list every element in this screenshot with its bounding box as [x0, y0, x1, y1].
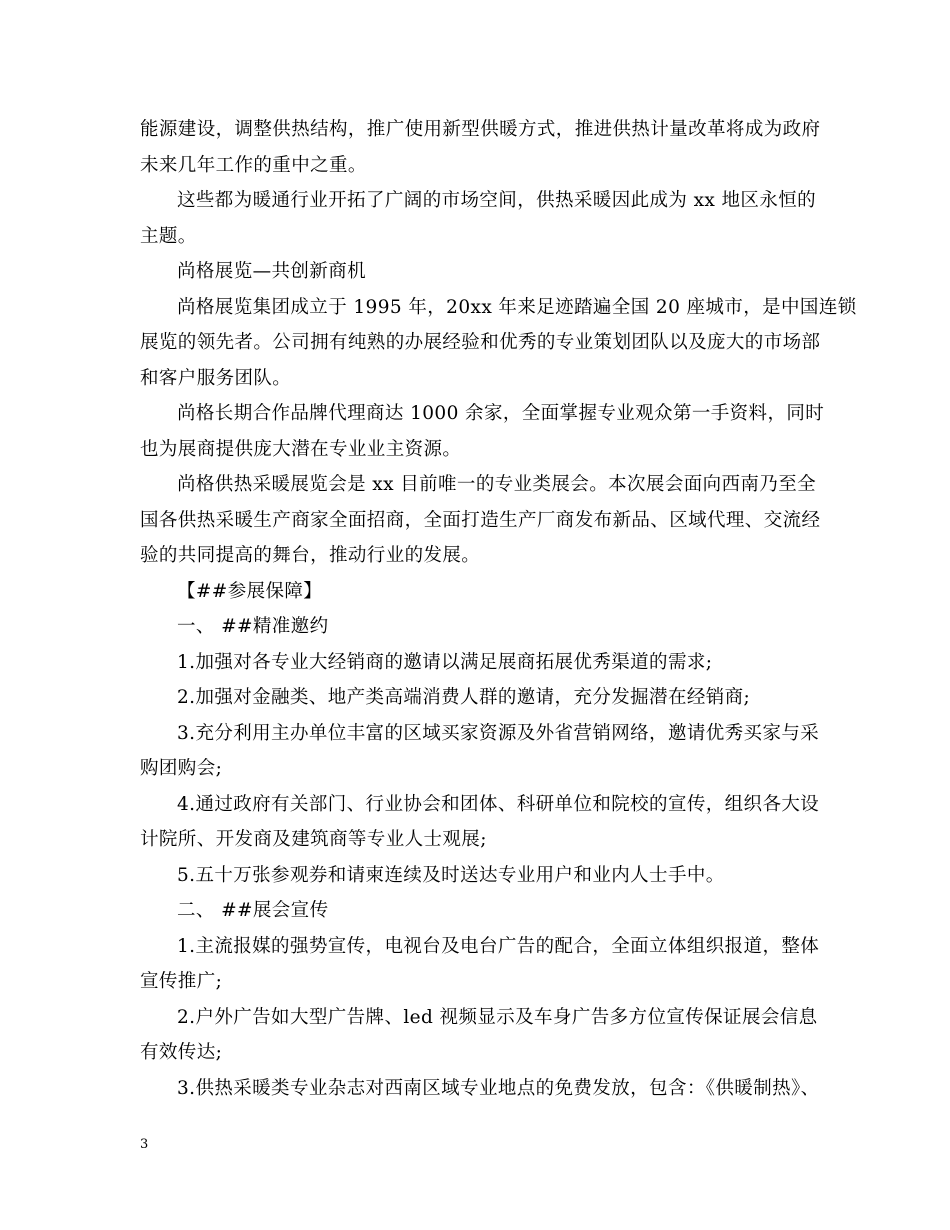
list-item: 1.加强对各专业大经销商的邀请以满足展商拓展优秀渠道的需求; — [177, 652, 713, 673]
list-item-continuation: 有效传达; — [140, 1042, 223, 1063]
list-item-continuation: 宣传推广; — [140, 971, 223, 992]
body-text-line: 国各供热采暖生产商家全面招商，全面打造生产厂商发布新品、区域代理、交流经 — [140, 510, 821, 531]
body-text-line: 这些都为暖通行业开拓了广阔的市场空间，供热采暖因此成为 xx 地区永恒的 — [177, 190, 817, 211]
body-text-line: 尚格长期合作品牌代理商达 1000 余家，全面掌握专业观众第一手资料，同时 — [177, 403, 825, 424]
list-item-continuation: 购团购会; — [140, 758, 223, 779]
body-text-line: 也为展商提供庞大潜在专业业主资源。 — [140, 439, 462, 460]
subsection-heading: 二、 ##展会宣传 — [177, 900, 329, 921]
body-text-line: 尚格展览集团成立于 1995 年，20xx 年来足迹踏遍全国 20 座城市，是中国连锁 — [177, 297, 857, 318]
list-item: 4.通过政府有关部门、行业协会和团体、科研单位和院校的宣传，组织各大设 — [177, 794, 820, 815]
list-item: 2.户外广告如大型广告牌、led 视频显示及车身广告多方位宣传保证展会信息 — [177, 1007, 818, 1028]
body-text-line: 和客户服务团队。 — [140, 368, 292, 389]
subsection-heading: 一、 ##精准邀约 — [177, 616, 329, 637]
body-text-line: 验的共同提高的舞台，推动行业的发展。 — [140, 545, 481, 566]
section-heading: 【##参展保障】 — [177, 581, 323, 602]
list-item: 3.供热采暖类专业杂志对西南区域专业地点的免费发放，包含：《供暖制热》、 — [177, 1078, 820, 1099]
body-text-line: 展览的领先者。公司拥有纯熟的办展经验和优秀的专业策划团队以及庞大的市场部 — [140, 332, 821, 353]
body-text-line: 未来几年工作的重中之重。 — [140, 155, 367, 176]
page-number: 3 — [140, 1137, 149, 1152]
list-item-continuation: 计院所、开发商及建筑商等专业人士观展; — [140, 829, 487, 850]
body-text-line: 尚格供热采暖展览会是 xx 目前唯一的专业类展会。本次展会面向西南乃至全 — [177, 474, 817, 495]
list-item: 3.充分利用主办单位丰富的区域买家资源及外省营销网络，邀请优秀买家与采 — [177, 723, 820, 744]
list-item: 2.加强对金融类、地产类高端消费人群的邀请，充分发掘潜在经销商; — [177, 687, 751, 708]
section-heading: 尚格展览—共创新商机 — [177, 261, 367, 282]
body-text-line: 能源建设，调整供热结构，推广使用新型供暖方式，推进供热计量改革将成为政府 — [140, 119, 821, 140]
body-text-line: 主题。 — [140, 226, 197, 247]
list-item: 5.五十万张参观券和请柬连续及时送达专业用户和业内人士手中。 — [177, 865, 725, 886]
list-item: 1.主流报媒的强势宣传，电视台及电台广告的配合，全面立体组织报道，整体 — [177, 936, 820, 957]
